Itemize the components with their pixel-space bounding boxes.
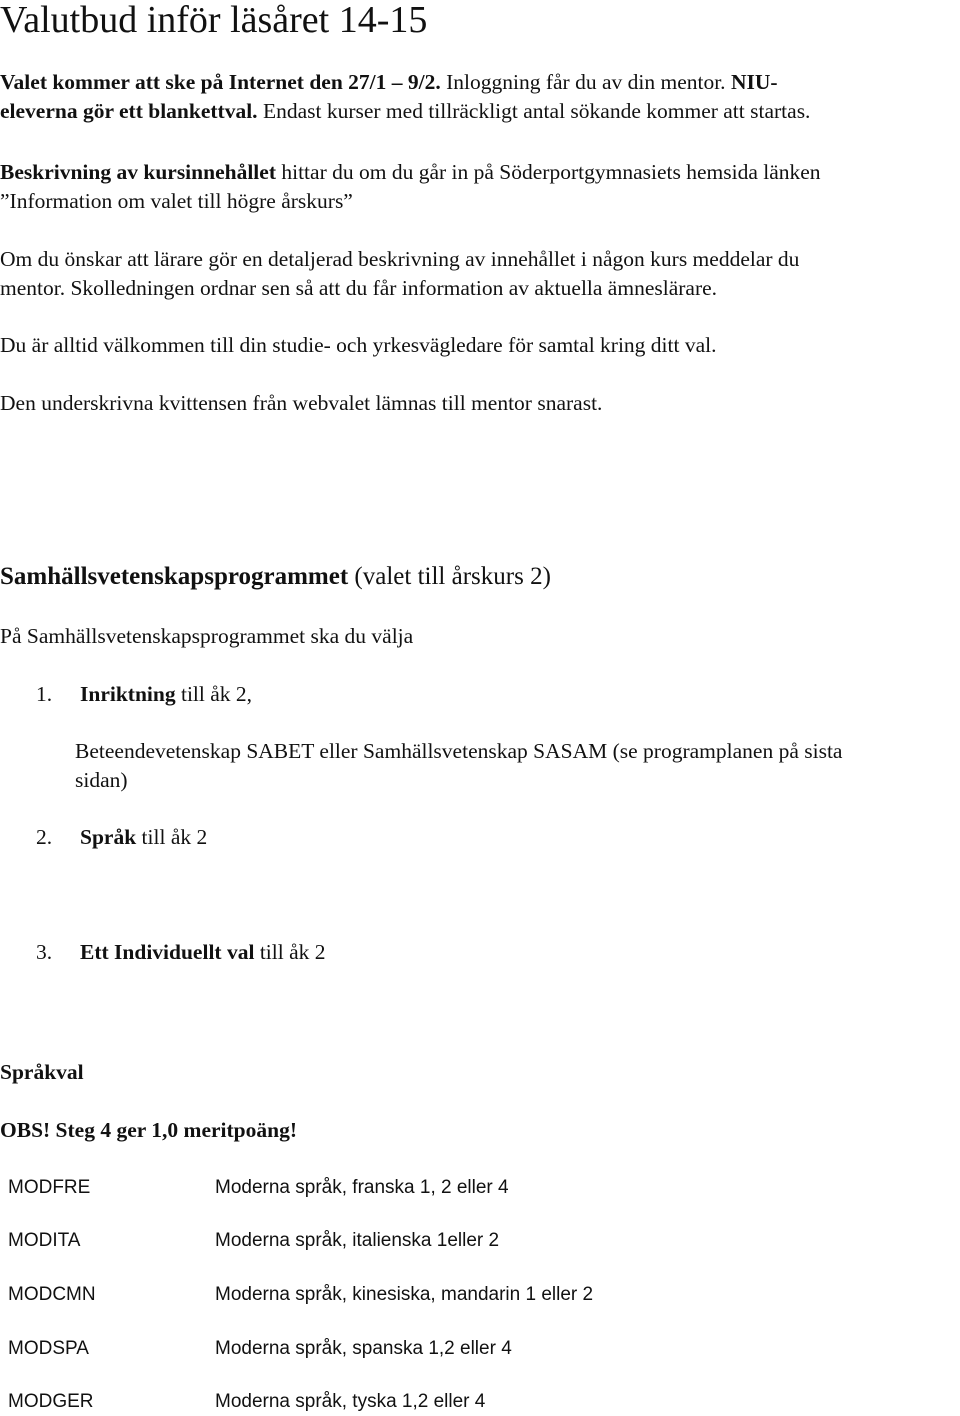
- detail-line-1: Om du önskar att lärare gör en detaljerad beskrivning av innehållet i någon kurs meddelar du: [0, 247, 800, 271]
- course-name: Moderna språk, kinesiska, mandarin 1 eller 2: [215, 1284, 594, 1305]
- course-code: MODFRE: [8, 1177, 91, 1198]
- list-item-number: 2.: [36, 825, 53, 849]
- description-line-1: [0, 158, 821, 187]
- program-heading: [0, 562, 551, 592]
- inriktning-line-2: sidan): [75, 768, 128, 792]
- list-item-number: 3.: [36, 940, 53, 964]
- welcome-text: Du är alltid välkommen till din studie- och yrkesvägledare för samtal kring ditt val.: [0, 333, 717, 357]
- list-item-bold: Inriktning: [80, 682, 176, 706]
- intro-date-bold: Valet kommer att ske på Internet den 27/1 – 9/2.: [0, 70, 441, 94]
- course-code: MODCMN: [8, 1284, 96, 1305]
- description-line-2: ”Information om valet till högre årskurs”: [0, 189, 353, 213]
- list-item-text: [80, 823, 207, 852]
- list-item-bold: Språk: [80, 825, 137, 849]
- table-row: [0, 1283, 960, 1309]
- detail-line-2: mentor. Skolledningen ordnar sen så att du får information av aktuella ämneslärare.: [0, 276, 718, 300]
- course-name: Moderna språk, spanska 1,2 eller 4: [215, 1338, 512, 1359]
- list-item-text: [80, 680, 252, 709]
- list-item: [0, 680, 960, 710]
- intro-courses-text: Endast kurser med tillräckligt antal sökande kommer att startas.: [257, 99, 811, 123]
- course-name: Moderna språk, franska 1, 2 eller 4: [215, 1177, 509, 1198]
- table-row: [0, 1337, 960, 1363]
- table-row: [0, 1229, 960, 1255]
- page-title: Valutbud inför läsåret 14-15: [0, 0, 428, 41]
- list-item-rest: till åk 2,: [175, 682, 253, 706]
- list-item: [0, 823, 960, 853]
- program-heading-bold: Samhällsvetenskapsprogrammet: [0, 563, 349, 590]
- course-code: MODITA: [8, 1230, 81, 1251]
- intro-line-2: [0, 97, 810, 126]
- intro-line-1: [0, 68, 778, 97]
- course-code: MODGER: [8, 1391, 94, 1412]
- language-heading: Språkval: [0, 1060, 84, 1084]
- course-name: Moderna språk, italienska 1eller 2: [215, 1230, 500, 1251]
- table-row: [0, 1390, 960, 1416]
- intro-blankettval-bold: eleverna gör ett blankettval.: [0, 99, 258, 123]
- description-text: hittar du om du går in på Söderportgymnasiets hemsida länken: [275, 160, 821, 184]
- list-item-rest: till åk 2: [254, 940, 326, 964]
- description-bold: Beskrivning av kursinnehållet: [0, 160, 276, 184]
- program-intro: På Samhällsvetenskapsprogrammet ska du välja: [0, 624, 414, 648]
- list-item-number: 1.: [36, 682, 53, 706]
- list-item-rest: till åk 2: [136, 825, 208, 849]
- intro-login-text: Inloggning får du av din mentor.: [440, 70, 731, 94]
- course-name: Moderna språk, tyska 1,2 eller 4: [215, 1391, 486, 1412]
- course-code: MODSPA: [8, 1338, 89, 1359]
- intro-niu-bold: NIU-: [730, 70, 778, 94]
- list-item-text: [80, 938, 326, 967]
- program-heading-rest: (valet till årskurs 2): [348, 563, 551, 590]
- inriktning-line-1: Beteendevetenskap SABET eller Samhällsvetenskap SASAM (se programplanen på sista: [75, 739, 843, 763]
- language-obs: OBS! Steg 4 ger 1,0 meritpoäng!: [0, 1118, 297, 1142]
- table-row: [0, 1176, 960, 1202]
- receipt-text: Den underskrivna kvittensen från webvalet lämnas till mentor snarast.: [0, 391, 603, 415]
- list-item: [0, 938, 960, 968]
- list-item-bold: Ett Individuellt val: [80, 940, 255, 964]
